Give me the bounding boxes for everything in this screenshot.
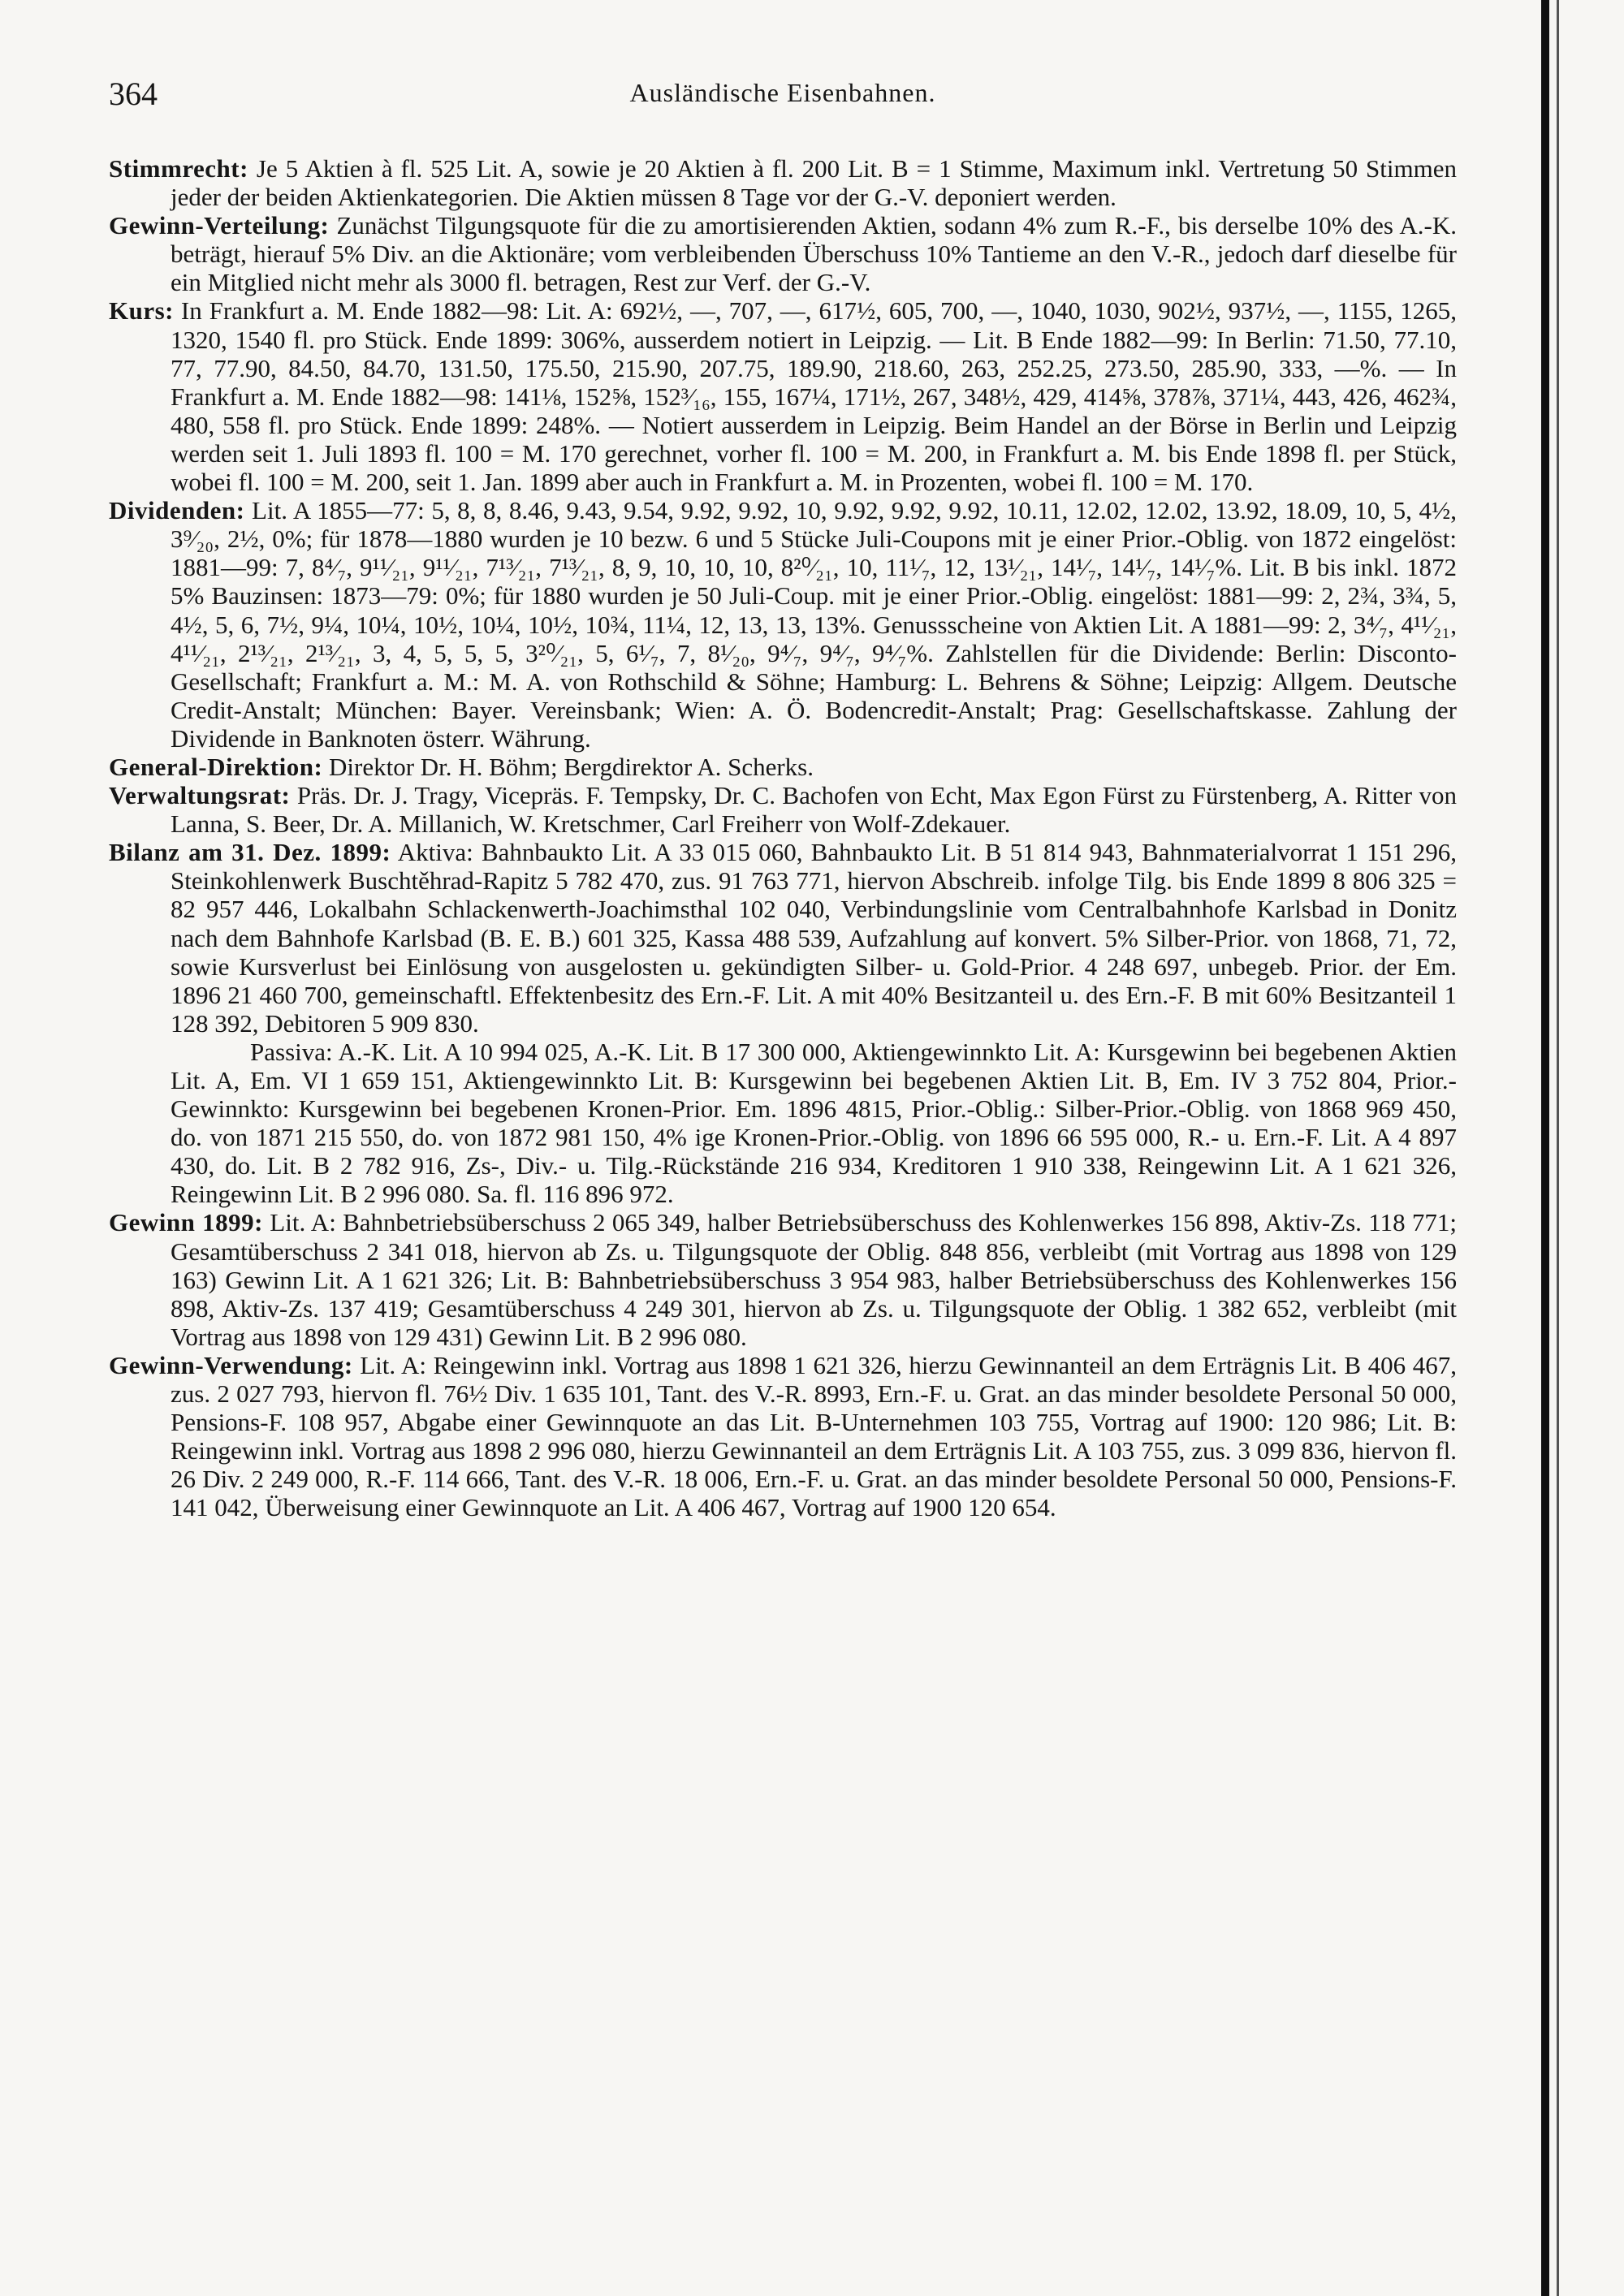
section-gewinn-verteilung xyxy=(109,211,1457,296)
section-label: Gewinn 1899: xyxy=(109,1208,263,1237)
section-verwaltungsrat xyxy=(109,781,1457,838)
section-label: Dividenden: xyxy=(109,496,245,525)
section-bilanz-aktiva xyxy=(109,838,1457,1038)
section-label: Kurs: xyxy=(109,296,174,326)
section-text: Direktor Dr. H. Böhm; Bergdirektor A. Scherks. xyxy=(329,752,814,781)
running-head xyxy=(109,75,1457,123)
section-label: Stimmrecht: xyxy=(109,154,248,183)
section-general-direktion xyxy=(109,753,1457,781)
section-text: Lit. A 1855—77: 5, 8, 8, 8.46, 9.43, 9.54, 9.92, 9.92, 10, 9.92, 9.92, 9.92, 10.11, 12.02, 12.02, 13.92, 18.09, 10, 5, 4½, 3⁹⁄₂₀, 2½, 0%; für 1878—1880 wurden je 10 bezw. 6 und 5 Stücke Juli-Coupons mit je einer Prior.-Oblig. von 1872 eingelöst: 1881—99: 7, 8⁴⁄₇, 9¹¹⁄₂₁, 9¹¹⁄₂₁, 7¹³⁄₂₁, 7¹³⁄₂₁, 8, 9, 10, 10, 10, 8²⁰⁄₂₁, 10, 11¹⁄₇, 12, 13¹⁄₂₁, 14¹⁄₇, 14¹⁄₇, 14¹⁄₇%. Lit. B bis inkl. 1872 5% Bauzinsen: 1873—79: 0%; für 1880 wurden je 50 Juli-Coup. mit je einer Prior.-Oblig. eingelöst: 1881—99: 2, 2¾, 3¾, 5, 4½, 5, 6, 7½, 9¼, 10¼, 10½, 10¼, 10½, 10¾, 11¼, 12, 13, 13, 13%. Genussscheine von Aktien Lit. A 1881—99: 2, 3⁴⁄₇, 4¹¹⁄₂₁, 4¹¹⁄₂₁, 2¹³⁄₂₁, 2¹³⁄₂₁, 3, 4, 5, 5, 5, 3²⁰⁄₂₁, 5, 6¹⁄₇, 7, 8¹⁄₂₀, 9⁴⁄₇, 9⁴⁄₇, 9⁴⁄₇%. Zahlstellen für die Dividende: Berlin: Disconto-Gesellschaft; Frankfurt a. M.: M. A. von Rothschild & Söhne; Hamburg: L. Behrens & Söhne; Leipzig: Allgem. Deutsche Credit-Anstalt; München: Bayer. Vereinsbank; Wien: A. Ö. Bodencredit-Anstalt; Prag: Gesellschaftskasse. Zahlung der Dividende in Banknoten österr. Währung. xyxy=(171,496,1458,753)
page-number: 364 xyxy=(109,76,158,112)
section-dividenden xyxy=(109,496,1457,753)
section-gewinn-verwendung xyxy=(109,1351,1457,1522)
section-text: Lit. A: Reingewinn inkl. Vortrag aus 1898 1 621 326, hierzu Gewinnanteil an dem Erträgnis Lit. B 406 467, zus. 2 027 793, hiervon fl. 76½ Div. 1 635 101, Tant. des V.-R. 8993, Ern.-F. u. Grat. an das minder besoldete Personal 50 000, Pensions-F. 108 957, Abgabe einer Gewinnquote an das Lit. B-Unternehmen 103 755, Vortrag auf 1900: 120 986; Lit. B: Reingewinn inkl. Vortrag aus 1898 2 996 080, hierzu Gewinnanteil an dem Erträgnis Lit. A 103 755, zus. 3 099 836, hiervon fl. 26 Div. 2 249 000, R.-F. 114 666, Tant. des V.-R. 18 006, Ern.-F. u. Grat. an das minder besoldete Personal 50 000, Pensions-F. 141 042, Überweisung einer Gewinnquote an Lit. A 406 467, Vortrag auf 1900 120 654. xyxy=(171,1350,1458,1522)
section-gewinn-1899 xyxy=(109,1208,1457,1350)
section-text: Passiva: A.-K. Lit. A 10 994 025, A.-K. Lit. B 17 300 000, Aktiengewinnkto Lit. A: Kursgewinn bei begebenen Aktien Lit. A, Em. VI 1 659 151, Aktiengewinnkto Lit. B: Kursgewinn bei begebenen Aktien Lit. B, Em. IV 3 752 804, Prior.-Gewinnkto: Kursgewinn bei begebenen Kronen-Prior. Em. 1896 4815, Prior.-Oblig.: Silber-Prior.-Oblig. von 1868 969 450, do. von 1871 215 550, do. von 1872 981 150, 4% ige Kronen-Prior.-Oblig. von 1896 66 595 000, R.- u. Ern.-F. Lit. A 4 897 430, do. Lit. B 2 782 916, Zs-, Div.- u. Tilg.-Rückstände 216 934, Kreditoren 1 910 338, Reingewinn Lit. A 1 621 326, Reingewinn Lit. B 2 996 080. Sa. fl. 116 896 972. xyxy=(171,1037,1457,1209)
page-edge-border-thin xyxy=(1557,0,1559,2296)
page-edge-border xyxy=(1541,0,1549,2296)
section-label: Gewinn-Verwendung: xyxy=(109,1350,353,1379)
section-text: Je 5 Aktien à fl. 525 Lit. A, sowie je 20 Aktien à fl. 200 Lit. B = 1 Stimme, Maximum inkl. Vertretung 50 Stimmen jeder der beiden Aktienkategorien. Die Aktien müssen 8 Tage vor der G.-V. deponiert werden. xyxy=(171,154,1458,212)
section-kurs xyxy=(109,296,1457,496)
section-label: General-Direktion: xyxy=(109,752,323,781)
section-label: Gewinn-Verteilung: xyxy=(109,211,330,240)
section-text: Aktiva: Bahnbaukto Lit. A 33 015 060, Bahnbaukto Lit. B 51 814 943, Bahnmaterialvorrat 1 151 296, Steinkohlenwerk Buschtěhrad-Rapitz 5 782 470, zus. 91 763 771, hiervon Abschreib. infolge Tilg. bis Ende 1899 8 806 325 = 82 957 446, Lokalbahn Schlackenwerth-Joachimsthal 102 040, Verbindungslinie vom Centralbahnhofe Karlsbad in Donitz nach dem Bahnhofe Karlsbad (B. E. B.) 601 325, Kassa 488 539, Aufzahlung auf konvert. 5% Silber-Prior. von 1868, 71, 72, sowie Kursverlust bei Einlösung von ausgelosten u. gekündigten Silber- u. Gold-Prior. 4 248 697, unbegeb. Prior. der Em. 1896 21 460 700, gemeinschaftl. Effektenbesitz des Ern.-F. Lit. A mit 40% Besitzanteil u. des Ern.-F. B mit 60% Besitzanteil 1 128 392, Debitoren 5 909 830. xyxy=(171,838,1457,1038)
section-label: Bilanz am 31. Dez. 1899: xyxy=(109,838,391,867)
section-text: Zunächst Tilgungsquote für die zu amortisierenden Aktien, sodann 4% zum R.-F., bis derselbe 10% des A.-K. beträgt, hierauf 5% Div. an die Aktionäre; vom verbleibenden Überschuss 10% Tantieme an den V.-R., jedoch darf dieselbe für ein Mitglied nicht mehr als 3000 fl. betragen, Rest zur Verf. der G.-V. xyxy=(171,211,1458,297)
section-text: Präs. Dr. J. Tragy, Vicepräs. F. Tempsky, Dr. C. Bachofen von Echt, Max Egon Fürst zu Fürstenberg, A. Ritter von Lanna, S. Beer, Dr. A. Millanich, W. Kretschmer, Carl Freiherr von Wolf-Zdekauer. xyxy=(171,781,1458,839)
page-body xyxy=(109,154,1457,1522)
section-bilanz-passiva xyxy=(109,1038,1457,1209)
running-head-title: Ausländische Eisenbahnen. xyxy=(629,78,936,107)
section-label: Verwaltungsrat: xyxy=(109,781,291,810)
section-text: In Frankfurt a. M. Ende 1882—98: Lit. A: 692½, —, 707, —, 617½, 605, 700, —, 1040, 1030, 902½, 937½, —, 1155, 1265, 1320, 1540 fl. pro Stück. Ende 1899: 306%, ausserdem notiert in Leipzig. — Lit. B Ende 1882—99: In Berlin: 71.50, 77.10, 77, 77.90, 84.50, 84.70, 131.50, 175.50, 215.90, 207.75, 189.90, 218.60, 263, 252.25, 273.50, 285.90, 333, —%. — In Frankfurt a. M. Ende 1882—98: 141⅛, 152⅝, 152³⁄₁₆, 155, 167¼, 171½, 267, 348½, 429, 414⅝, 378⅞, 371¼, 443, 426, 462¾, 480, 558 fl. pro Stück. Ende 1899: 248%. — Notiert ausserdem in Leipzig. Beim Handel an der Börse in Berlin und Leipzig werden seit 1. Juli 1893 fl. 100 = M. 170 gerechnet, vorher fl. 100 = M. 200, in Frankfurt a. M. bis Ende 1898 fl. per Stück, wobei fl. 100 = M. 200, seit 1. Jan. 1899 aber auch in Frankfurt a. M. in Prozenten, wobei fl. 100 = M. 170. xyxy=(171,296,1457,497)
section-text: Lit. A: Bahnbetriebsüberschuss 2 065 349, halber Betriebsüberschuss des Kohlenwerkes 156 898, Aktiv-Zs. 118 771; Gesamtüberschuss 2 341 018, hiervon ab Zs. u. Tilgungsquote der Oblig. 848 856, verbleibt (mit Vortrag aus 1898 von 129 163) Gewinn Lit. A 1 621 326; Lit. B: Bahnbetriebsüberschuss 3 954 983, halber Betriebsüberschuss des Kohlenwerkes 156 898, Aktiv-Zs. 137 419; Gesamtüberschuss 4 249 301, hiervon ab Zs. u. Tilgungsquote der Oblig. 1 382 652, verbleibt (mit Vortrag aus 1898 von 129 431) Gewinn Lit. B 2 996 080. xyxy=(171,1208,1457,1351)
section-stimmrecht xyxy=(109,154,1457,211)
